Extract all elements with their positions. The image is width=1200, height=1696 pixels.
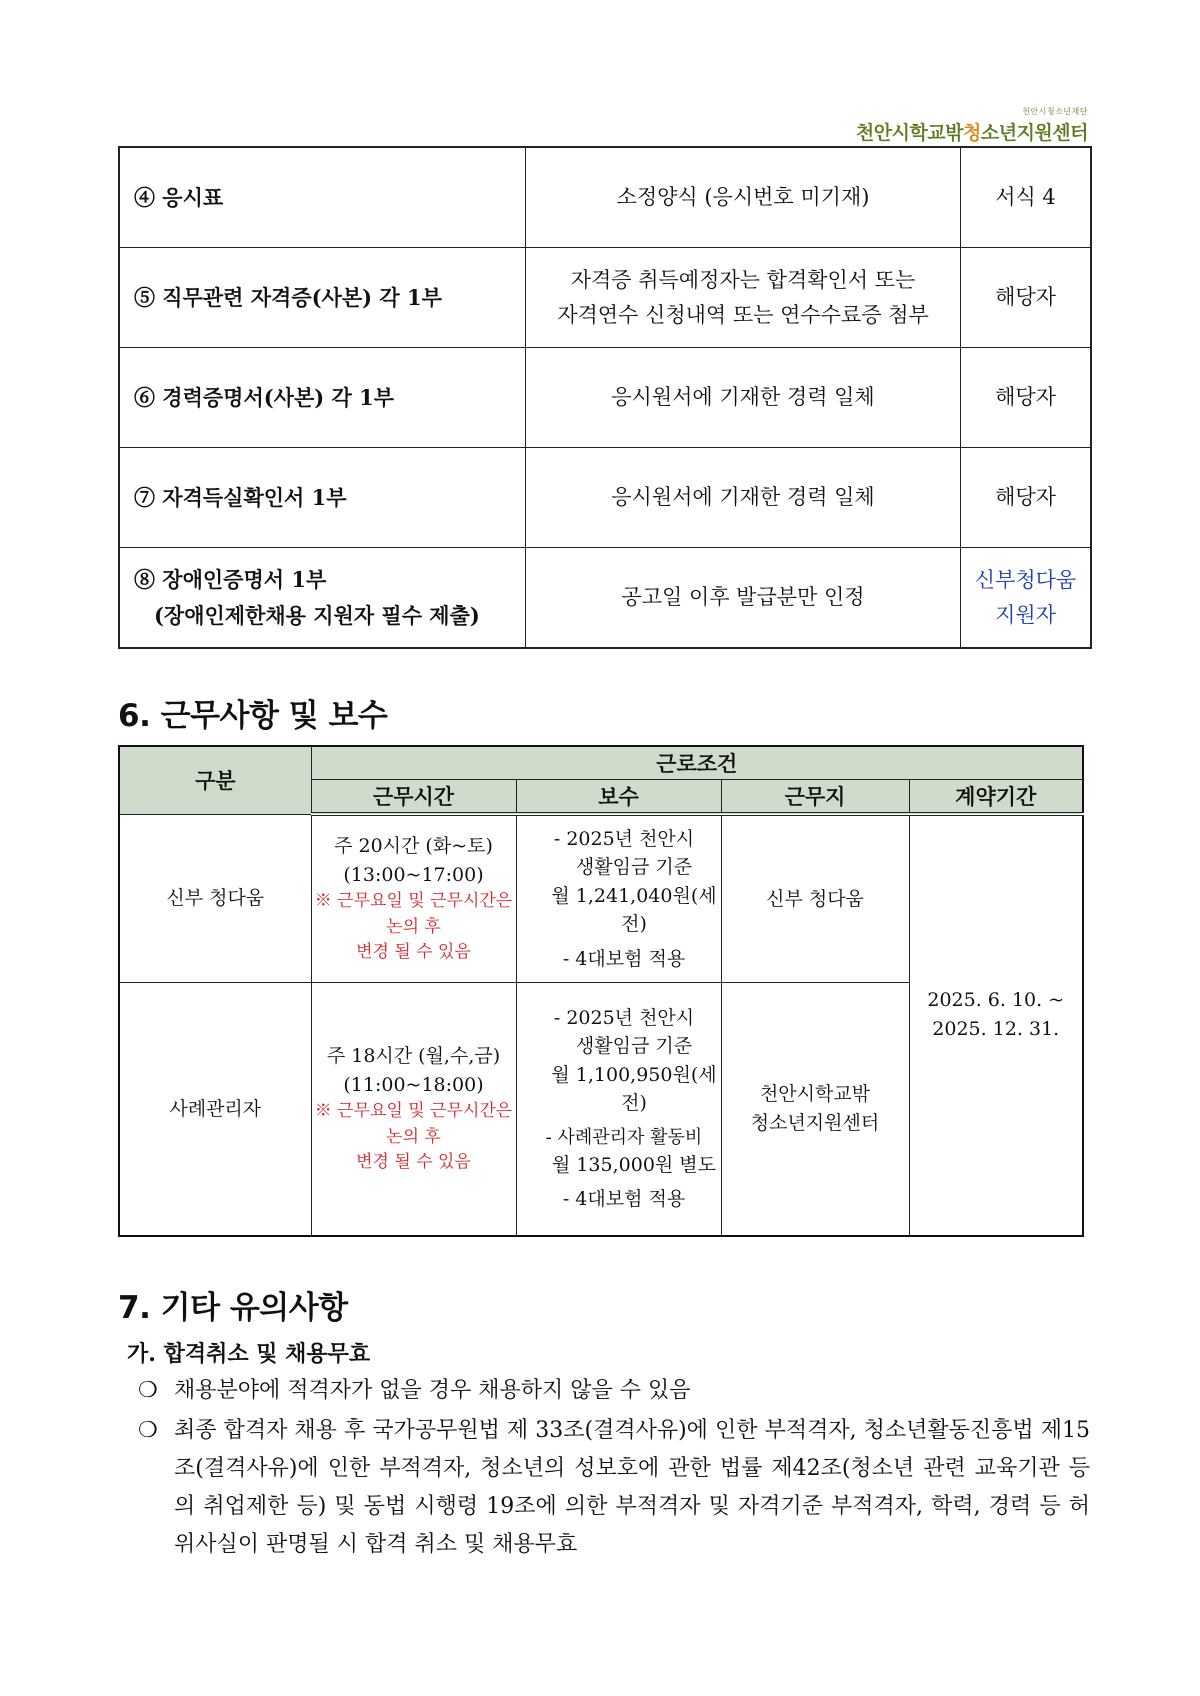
logo-center-name [856,118,1088,145]
doc-item: ⑦ 자격득실확인서 1부 [119,448,526,548]
doc-item: ⑤ 직무관련 자격증(사본) 각 1부 [119,248,526,348]
doc-description: 소정양식 (응시번호 미기재) [526,147,961,248]
header-category: 구분 [119,746,311,814]
header-conditions: 근로조건 [311,746,1083,780]
pay-line: 월 1,241,040원(세전) [551,884,717,935]
hours-note: ※ 근무요일 및 근무시간은 [314,891,513,911]
doc-target-line: 지원자 [995,602,1056,627]
section-6-title: 6. 근무사항 및 보수 [118,698,388,734]
row-place [721,982,909,1236]
list-item [138,1372,1090,1410]
header-period: 계약기간 [909,780,1083,815]
doc-item: ④ 응시표 [119,147,526,248]
doc-description [526,248,961,348]
doc-target: 해당자 [961,248,1092,348]
row-pay [516,814,721,982]
header-row [119,746,1083,780]
period-line: 2025. 12. 31. [932,1017,1060,1040]
doc-description: 응시원서에 기재한 경력 일체 [526,348,961,448]
pay-line: - 사례관리자 활동비 [545,1126,703,1148]
bullet-text: 채용분야에 적격자가 없을 경우 채용하지 않을 수 있음 [174,1378,691,1403]
hours-note: ※ 근무요일 및 근무시간은 [314,1101,513,1121]
pay-line: 월 135,000원 별도 [551,1153,717,1176]
logo-part-highlight: 청 [963,122,981,144]
section-7-title: 7. 기타 유의사항 [118,1290,348,1326]
period-line: 2025. 6. 10. ~ [927,989,1065,1011]
hours-line: 주 20시간 (화~토) [334,835,493,857]
table-row [119,448,1091,548]
work-conditions-table [118,745,1084,1237]
hours-note: 논의 후 [386,916,441,937]
table-row [119,147,1091,248]
header-pay: 보수 [516,780,721,815]
row-pay [516,982,721,1236]
doc-item-line: (장애인제한채용 지원자 필수 제출) [154,602,480,628]
doc-description-line: 자격증 취득예정자는 합격확인서 또는 [570,267,916,292]
pay-line: - 2025년 천안시 [553,1006,695,1029]
header-place: 근무지 [721,780,909,815]
hours-line: (11:00~18:00) [343,1073,484,1096]
doc-target: 서식 4 [961,147,1092,248]
hours-note: 변경 될 수 있음 [356,942,471,962]
pay-line: 생활임금 기준 [575,1035,693,1058]
contract-period [909,814,1083,1236]
place-line: 천안시학교밖 [759,1083,871,1106]
list-item [138,1412,1090,1564]
pay-line: 월 1,100,950원(세전) [551,1063,717,1115]
doc-target: 해당자 [961,348,1092,448]
logo-foundation-text: 천안시청소년재단 [1022,107,1088,116]
doc-item-line: ⑧ 장애인증명서 1부 [134,566,327,592]
logo-part-2: 소년지원센터 [980,122,1088,144]
hours-line: 주 18시간 (월,수,금) [326,1045,501,1067]
doc-target: 해당자 [961,448,1092,548]
row-hours [311,982,516,1236]
required-documents-table [118,146,1092,649]
doc-target [961,548,1092,649]
doc-description: 응시원서에 기재한 경력 일체 [526,448,961,548]
table-row [119,814,1083,982]
bullet-mark: ❍ [138,1378,158,1403]
header-hours: 근무시간 [311,780,516,815]
doc-target-line: 신부청다움 [974,567,1077,592]
bullet-mark: ❍ [138,1418,158,1443]
hours-note: 변경 될 수 있음 [356,1152,471,1172]
pay-line: - 2025년 천안시 [553,827,695,850]
place-line: 청소년지원센터 [750,1111,880,1134]
row-category: 사례관리자 [119,982,311,1236]
bullet-text: 최종 합격자 채용 후 국가공무원법 제 33조(결격사유)에 인한 부적격자, 청소년활동진흥법 제15조(결격사유)에 인한 부적격자, 청소년의 성보호에 관한 법률 제42조(청소년 관련 교육기관 등의 취업제한 등) 및 동법 시행령 19조에 의한 부적격자 및 자격기준 부적격자, 학력, 경력 등 허위사실이 판명될 시 합격 취소 및 채용무효 [174,1418,1090,1557]
hours-note: 논의 후 [386,1126,441,1147]
logo-part-1: 천안시학교밖 [855,122,964,144]
row-place: 신부 청다움 [721,814,909,982]
pay-line: - 4대보험 적용 [562,947,686,970]
doc-description-line: 자격연수 신청내역 또는 연수수료증 첨부 [557,302,929,327]
pay-line: 생활임금 기준 [575,856,693,878]
row-category: 신부 청다움 [119,814,311,982]
table-row [119,548,1091,649]
hours-line: (13:00~17:00) [343,863,484,886]
subsection-title: 가. 합격취소 및 채용무효 [127,1341,371,1367]
doc-item: ⑥ 경력증명서(사본) 각 1부 [119,348,526,448]
center-logo [856,106,1088,145]
table-row [119,248,1091,348]
pay-line: - 4대보험 적용 [562,1188,686,1211]
table-row [119,348,1091,448]
doc-description: 공고일 이후 발급분만 인정 [526,548,961,649]
doc-item [119,548,526,649]
row-hours [311,814,516,982]
